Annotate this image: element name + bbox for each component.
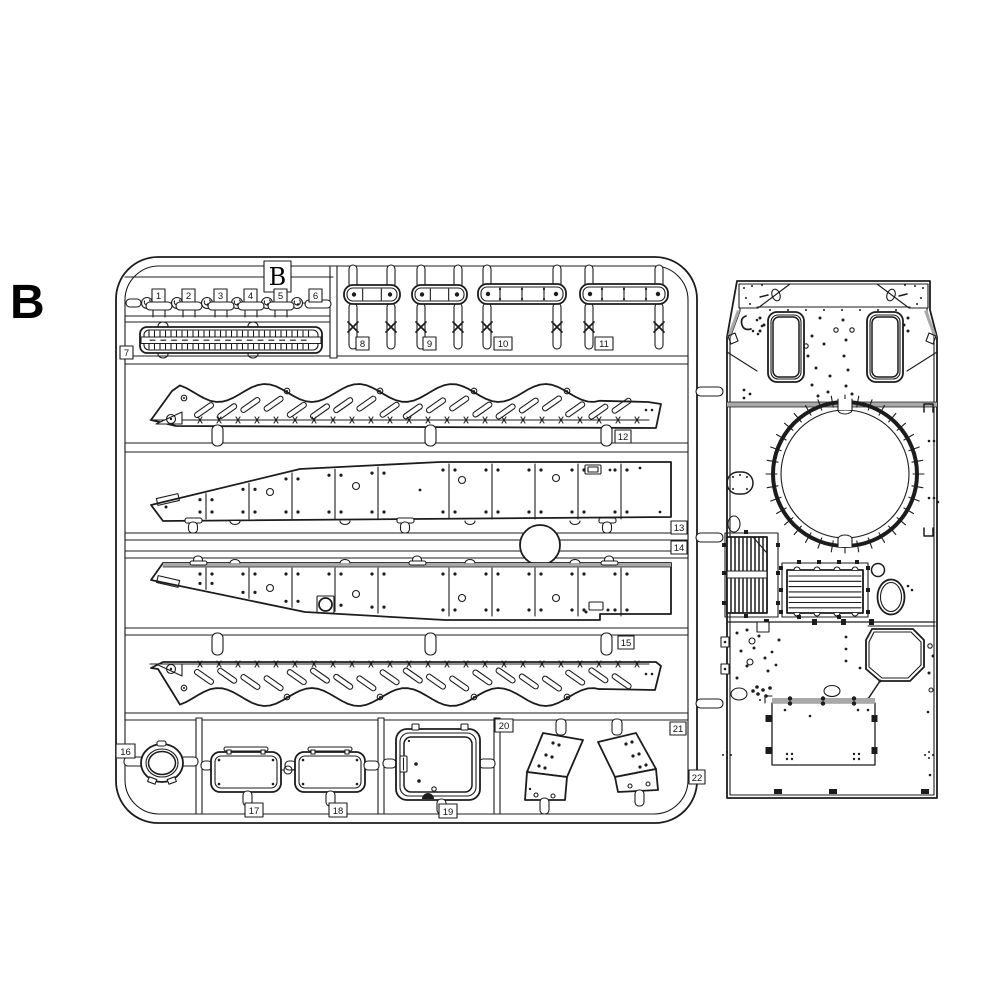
part-label-21 [670, 722, 686, 735]
svg-text:21: 21 [672, 723, 684, 735]
part-label-10 [494, 337, 512, 350]
part-label-16 [116, 744, 135, 758]
periscope-part [176, 302, 202, 310]
runner-stub [696, 699, 723, 708]
part-22-hull-roof [721, 281, 939, 798]
periscope-part [238, 302, 264, 310]
periscope-part [268, 302, 294, 310]
svg-text:1: 1 [155, 290, 162, 302]
part-label-3 [214, 289, 227, 302]
svg-text:9: 9 [426, 338, 433, 350]
runner-stub [696, 533, 723, 542]
part-label-2 [182, 289, 195, 302]
periscope-part [208, 302, 234, 310]
part-label-7 [120, 346, 133, 359]
part-7-rack [140, 322, 322, 358]
svg-text:20: 20 [498, 720, 510, 732]
sprue-letter-tag: B [268, 263, 287, 291]
svg-text:22: 22 [691, 772, 703, 784]
runner-stub [696, 387, 723, 396]
part-label-15 [618, 636, 634, 649]
svg-text:7: 7 [123, 347, 130, 359]
part-label-6 [309, 289, 322, 302]
part-label-14 [671, 541, 687, 554]
part-label-19 [439, 804, 457, 818]
periscope-part [146, 302, 172, 310]
runner-disc [520, 525, 560, 565]
svg-text:8: 8 [359, 338, 366, 350]
svg-text:6: 6 [312, 290, 319, 302]
sheet-letter: B [10, 276, 45, 329]
svg-text:18: 18 [332, 805, 344, 817]
roof-hatch [867, 312, 903, 382]
part-label-11 [595, 337, 613, 350]
part-label-13 [671, 521, 687, 534]
part-label-12 [615, 430, 631, 443]
part-label-8 [356, 337, 369, 350]
hatch-strip-part [412, 285, 467, 304]
svg-text:14: 14 [673, 542, 685, 554]
svg-text:5: 5 [277, 290, 284, 302]
svg-text:12: 12 [617, 431, 629, 443]
part-label-17 [245, 803, 263, 817]
svg-text:11: 11 [599, 338, 609, 350]
svg-text:16: 16 [120, 746, 131, 758]
svg-text:15: 15 [620, 637, 632, 649]
svg-text:17: 17 [248, 805, 260, 817]
hatch-strip-part [580, 284, 668, 304]
part-label-18 [329, 803, 347, 817]
part-label-9 [423, 337, 436, 350]
svg-text:13: 13 [673, 522, 685, 534]
svg-text:4: 4 [247, 290, 254, 302]
part-label-4 [244, 289, 257, 302]
svg-text:3: 3 [217, 290, 224, 302]
hatch-strip-part [478, 284, 566, 304]
part-label-20 [495, 719, 513, 732]
hatch-strip-part [344, 285, 400, 304]
svg-text:2: 2 [185, 290, 192, 302]
svg-text:19: 19 [442, 806, 454, 818]
part-label-22 [689, 770, 705, 784]
part-label-1 [152, 289, 165, 302]
svg-text:10: 10 [497, 338, 509, 350]
roof-hatch [768, 312, 804, 382]
